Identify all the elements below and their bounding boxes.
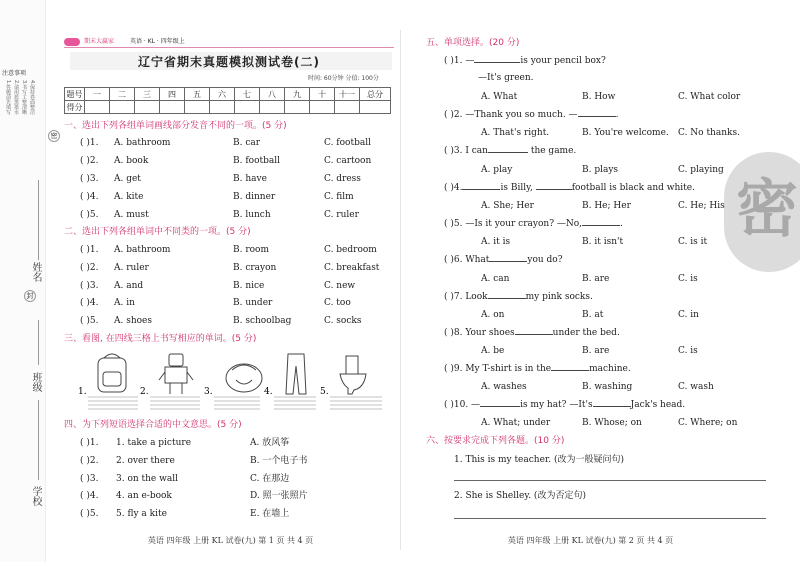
option-b[interactable]: B. crayon xyxy=(233,263,277,273)
answer-blank[interactable] xyxy=(551,370,589,371)
picture-row xyxy=(64,350,394,420)
option-b[interactable]: B. plays xyxy=(582,165,619,175)
question-prefix: ( )8. Your shoes xyxy=(444,328,515,338)
question-prefix: ( )1. — xyxy=(444,56,475,66)
question-text xyxy=(444,292,593,303)
question-rest: is your pencil box? xyxy=(520,56,606,66)
question-number: ( )5. xyxy=(80,316,99,326)
schoolbag-picture xyxy=(98,354,126,392)
option-b[interactable]: B. car xyxy=(233,138,261,148)
option-b[interactable]: B. at xyxy=(582,310,604,320)
answer-blank[interactable] xyxy=(489,261,527,262)
option-b[interactable]: B. How xyxy=(582,92,616,102)
picture-number: 2. xyxy=(140,387,149,397)
option-c[interactable]: C. bedroom xyxy=(324,245,377,255)
option-c[interactable]: C. is xyxy=(678,346,698,356)
note-line: 3.书写工整清晰 xyxy=(21,80,27,115)
option-a[interactable]: A. shoes xyxy=(114,316,152,326)
answer-blank[interactable] xyxy=(474,62,520,63)
question-number: ( )2. xyxy=(80,263,99,273)
option-a[interactable]: A. kite xyxy=(114,192,144,202)
option-b[interactable]: B. nice xyxy=(233,281,265,291)
section5-title: 五、单项选择。(20 分) xyxy=(426,38,520,48)
jacket-picture xyxy=(226,364,262,392)
score-header: 五 xyxy=(185,88,210,101)
question-number: ( )4. xyxy=(80,491,99,501)
name-line xyxy=(38,180,39,260)
brand-logo xyxy=(64,38,80,46)
rewrite-question: 1. This is my teacher. (改为一般疑问句) xyxy=(454,455,624,465)
option-a[interactable]: A. get xyxy=(114,174,141,184)
option-c[interactable]: C. playing xyxy=(678,165,724,175)
footer-right: 英语 四年级 上册 KL 试卷(九) 第 2 页 共 4 页 xyxy=(508,536,674,545)
picture-number: 5. xyxy=(320,387,329,397)
option-a[interactable]: A. What xyxy=(481,92,518,102)
option-a[interactable]: A. ruler xyxy=(114,263,149,273)
picture-number: 4. xyxy=(264,387,273,397)
section4-title: 四、为下列短语选择合适的中文意思。(5 分) xyxy=(64,420,242,430)
page-title: 辽宁省期末真题模拟测试卷(二) xyxy=(138,55,320,69)
phrase-zh[interactable]: A. 放风筝 xyxy=(250,438,290,448)
toilet-picture xyxy=(340,356,366,394)
score-cell[interactable] xyxy=(360,101,391,114)
option-b[interactable]: B. lunch xyxy=(233,210,271,220)
score-row-label: 得分 xyxy=(66,102,83,112)
question-rest: is Billy, xyxy=(500,183,533,193)
class-label: 班级 xyxy=(30,372,41,392)
option-c[interactable]: C. football xyxy=(324,138,371,148)
question-number: ( )1. xyxy=(80,138,99,148)
phrase-en: 2. over there xyxy=(116,456,175,466)
option-b[interactable]: B. He; Her xyxy=(582,201,631,211)
question-text xyxy=(444,110,618,121)
question-rest: you do? xyxy=(527,255,563,265)
phrase-zh[interactable]: E. 在墙上 xyxy=(250,509,290,519)
question-text xyxy=(444,328,620,339)
question-rest: the game. xyxy=(530,146,577,156)
option-a[interactable]: A. in xyxy=(114,298,135,308)
answer-line[interactable] xyxy=(454,480,766,481)
score-header: 十一 xyxy=(335,88,360,101)
question-rest: under the bed. xyxy=(552,328,620,338)
option-c[interactable]: C. socks xyxy=(324,316,362,326)
option-c[interactable]: C. is xyxy=(678,274,698,284)
score-table xyxy=(64,87,391,114)
option-a[interactable]: A. book xyxy=(114,156,149,166)
option-c[interactable]: C. in xyxy=(678,310,699,320)
option-b[interactable]: B. are xyxy=(582,274,610,284)
question-prefix: ( )6. What xyxy=(444,255,490,265)
answer-blank[interactable] xyxy=(462,189,500,190)
score-cell[interactable] xyxy=(110,101,135,114)
question-rest: machine. xyxy=(589,364,631,374)
question-rest: Jack's head. xyxy=(630,400,686,410)
picture-number: 3. xyxy=(204,387,213,397)
question-text xyxy=(444,146,576,157)
phrase-zh[interactable]: C. 在那边 xyxy=(250,474,290,484)
question-prefix: ( )10. — xyxy=(444,400,481,410)
answer-blank[interactable] xyxy=(578,116,616,117)
option-c[interactable]: C. wash xyxy=(678,382,714,392)
phrase-zh[interactable]: D. 照一张照片 xyxy=(250,491,308,501)
section3-title: 三、看图, 在四线三格上书写相应的单词。(5 分) xyxy=(64,334,257,344)
score-header: 一 xyxy=(85,88,110,101)
score-cell[interactable] xyxy=(210,101,235,114)
rewrite-question: 2. She is Shelley. (改为否定句) xyxy=(454,491,586,501)
note-line: 1.答题前先填写 xyxy=(5,80,11,115)
score-header: 题号 xyxy=(66,89,83,99)
option-b[interactable]: B. washing xyxy=(582,382,633,392)
option-c[interactable]: C. What color xyxy=(678,92,741,102)
question-number: ( )1. xyxy=(80,438,99,448)
question-prefix: ( )5. —Is it your crayon? —No, xyxy=(444,219,583,229)
score-header: 八 xyxy=(260,88,285,101)
score-header: 十 xyxy=(310,88,335,101)
footer-left: 英语 四年级 上册 KL 试卷(九) 第 1 页 共 4 页 xyxy=(148,536,314,545)
answer-blank[interactable] xyxy=(536,189,572,190)
question-number: ( )3. xyxy=(80,281,99,291)
notes-lines xyxy=(4,80,35,150)
question-number: ( )3. xyxy=(80,174,99,184)
question-rest: my pink socks. xyxy=(525,292,593,302)
robot-picture xyxy=(159,354,193,394)
option-c[interactable]: C. He; His xyxy=(678,201,725,211)
series-label: 英语 · KL · 四年级上 xyxy=(130,38,185,45)
answer-blank[interactable] xyxy=(480,406,520,407)
answer-blank[interactable] xyxy=(593,406,631,407)
school-label: 学校 xyxy=(30,486,41,506)
watermark-text: 密 xyxy=(736,172,799,245)
option-a[interactable]: A. She; Her xyxy=(481,201,534,211)
question-text xyxy=(444,56,606,67)
answer-blank[interactable] xyxy=(488,152,528,153)
header-rule xyxy=(64,47,394,48)
option-a[interactable]: A. What; under xyxy=(481,418,551,428)
option-a[interactable]: A. on xyxy=(481,310,505,320)
option-a[interactable]: A. play xyxy=(481,165,513,175)
question-number: ( )3. xyxy=(80,474,99,484)
question-prefix: ( )4. xyxy=(444,183,463,193)
question-number: ( )5. xyxy=(80,509,99,519)
answer-line[interactable] xyxy=(454,518,766,519)
note-line: 2.请用蓝黑墨水 xyxy=(13,80,19,115)
score-header: 总分 xyxy=(360,88,391,101)
question-text xyxy=(444,183,695,194)
option-c[interactable]: C. cartoon xyxy=(324,156,372,166)
trousers-picture xyxy=(286,354,306,394)
option-a[interactable]: A. it is xyxy=(481,237,511,247)
score-cell[interactable] xyxy=(135,101,160,114)
option-b[interactable]: B. football xyxy=(233,156,281,166)
brand-tag: 期末大赢家 xyxy=(84,38,115,45)
option-b[interactable]: B. room xyxy=(233,245,270,255)
option-b[interactable]: B. have xyxy=(233,174,267,184)
option-b[interactable]: B. You're welcome. xyxy=(582,128,669,138)
option-b[interactable]: B. are xyxy=(582,346,610,356)
question-number: ( )4. xyxy=(80,298,99,308)
option-b[interactable]: B. schoolbag xyxy=(233,316,292,326)
option-c[interactable]: C. breakfast xyxy=(324,263,380,273)
question-text xyxy=(444,219,623,230)
question-text xyxy=(444,400,685,411)
notes-title: 注意事项 xyxy=(2,70,27,77)
school-line xyxy=(38,400,39,480)
score-header: 九 xyxy=(285,88,310,101)
score-header: 二 xyxy=(110,88,135,101)
score-cell[interactable] xyxy=(235,101,260,114)
cut-mark: 密 xyxy=(48,130,60,142)
option-b[interactable]: B. under xyxy=(233,298,273,308)
option-c[interactable]: C. ruler xyxy=(324,210,359,220)
option-c[interactable]: C. Where; on xyxy=(678,418,738,428)
option-c[interactable]: C. No thanks. xyxy=(678,128,740,138)
score-header: 七 xyxy=(235,88,260,101)
score-header: 六 xyxy=(210,88,235,101)
question-rest: . xyxy=(620,219,623,229)
question-number: ( )2. xyxy=(80,156,99,166)
question-reply: —It's green. xyxy=(478,73,534,83)
notes-box xyxy=(2,70,42,78)
option-a[interactable]: A. must xyxy=(114,210,149,220)
phrase-en: 1. take a picture xyxy=(116,438,192,448)
writing-lines xyxy=(88,397,382,409)
phrase-en: 5. fly a kite xyxy=(116,509,167,519)
section2-title: 二、选出下列各组单词中不同类的一项。(5 分) xyxy=(64,227,251,237)
option-a[interactable]: A. washes xyxy=(481,382,527,392)
option-a[interactable]: A. can xyxy=(481,274,510,284)
option-b[interactable]: B. it isn't xyxy=(582,237,624,247)
phrase-zh[interactable]: B. 一个电子书 xyxy=(250,456,308,466)
page-divider xyxy=(400,30,401,550)
question-prefix: ( )2. —Thank you so much. — xyxy=(444,110,578,120)
option-c[interactable]: C. film xyxy=(324,192,354,202)
question-text xyxy=(444,364,631,375)
name-label: 姓名 xyxy=(30,262,41,282)
question-number: ( )4. xyxy=(80,192,99,202)
score-cell[interactable] xyxy=(185,101,210,114)
question-number: ( )1. xyxy=(80,245,99,255)
option-a[interactable]: A. and xyxy=(114,281,144,291)
phrase-en: 3. on the wall xyxy=(116,474,178,484)
option-c[interactable]: C. dress xyxy=(324,174,361,184)
score-cell[interactable] xyxy=(160,101,185,114)
option-c[interactable]: C. new xyxy=(324,281,356,291)
question-text xyxy=(444,255,563,266)
option-b[interactable]: B. Whose; on xyxy=(582,418,642,428)
question-rest: . xyxy=(615,110,619,120)
class-line xyxy=(38,320,39,365)
answer-blank[interactable] xyxy=(582,225,620,226)
option-a[interactable]: A. That's right. xyxy=(481,128,550,138)
seal-mark: 封 xyxy=(24,290,36,302)
option-b[interactable]: B. dinner xyxy=(233,192,276,202)
score-header: 三 xyxy=(135,88,160,101)
picture-number: 1. xyxy=(78,387,87,397)
score-cell[interactable] xyxy=(85,101,110,114)
section6-title: 六、按要求完成下列各题。(10 分) xyxy=(426,436,565,446)
question-prefix: ( )9. My T-shirt is in the xyxy=(444,364,552,374)
question-number: ( )2. xyxy=(80,456,99,466)
option-a[interactable]: A. bathroom xyxy=(114,245,171,255)
option-a[interactable]: A. be xyxy=(481,346,505,356)
score-cell[interactable] xyxy=(335,101,360,114)
question-rest: football is black and white. xyxy=(571,183,695,193)
question-prefix: ( )3. I can xyxy=(444,146,488,156)
answer-blank[interactable] xyxy=(488,298,526,299)
score-cell[interactable] xyxy=(260,101,285,114)
note-line: 4.保持卷面整洁 xyxy=(29,80,35,115)
question-prefix: ( )7. Look xyxy=(444,292,488,302)
score-cell[interactable] xyxy=(310,101,335,114)
time-info: 时间: 60分钟 分值: 100分 xyxy=(308,75,379,82)
option-a[interactable]: A. bathroom xyxy=(114,138,171,148)
option-c[interactable]: C. is it xyxy=(678,237,708,247)
answer-blank[interactable] xyxy=(515,334,553,335)
section1-title: 一、选出下列各组单词画线部分发音不同的一项。(5 分) xyxy=(64,121,287,131)
question-number: ( )5. xyxy=(80,210,99,220)
score-cell[interactable] xyxy=(285,101,310,114)
question-rest: is my hat? —It's xyxy=(520,400,593,410)
option-c[interactable]: C. too xyxy=(324,298,351,308)
score-header: 四 xyxy=(160,88,185,101)
phrase-en: 4. an e-book xyxy=(116,491,172,501)
